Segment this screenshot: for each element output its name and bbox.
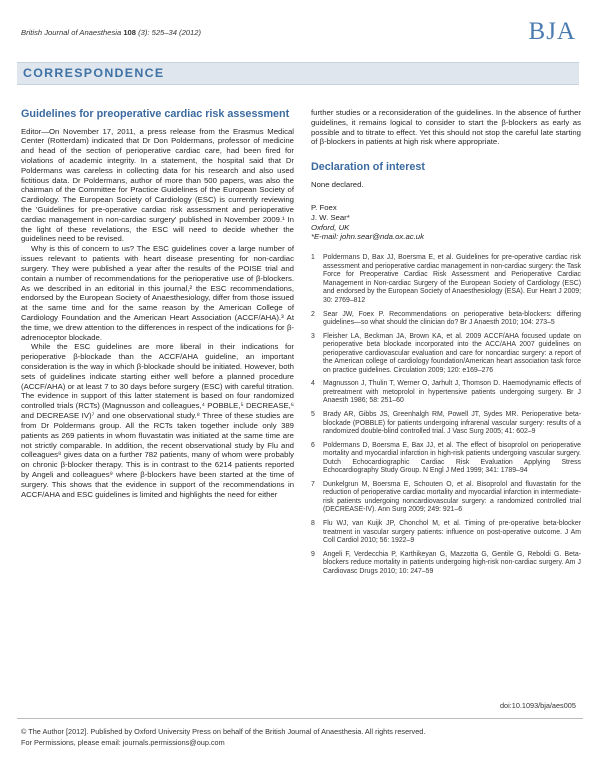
reference-text: Dunkelgrun M, Boersma E, Schouten O, et al. Bisoprolol and fluvastatin for the reduction of perioperative cardiac mortality and myocardial infarction in intermediate-risk patients undergoing noncardiovascular surgery: a randomized controlled trial (DECREASE-IV). Ann Surg 2009; 249: 921–6 xyxy=(323,480,581,514)
declaration-text: None declared. xyxy=(311,180,364,190)
right-column xyxy=(311,108,581,581)
bja-logo: BJA xyxy=(528,18,576,45)
reference-number: 1 xyxy=(311,254,315,262)
footer-divider xyxy=(17,718,583,719)
body-paragraph: further studies or a reconsideration of the guidelines. In the absence of further guidelines, it remains logical to consider to start the β-blockers as early as possible and to titrate to effect. Yet this should not stop the careful late starting of β-blockers in patients at high risk where appropriate. xyxy=(311,108,581,147)
reference-number: 3 xyxy=(311,332,315,340)
reference-item xyxy=(311,442,581,476)
article-title: Guidelines for preoperative cardiac risk assessment xyxy=(21,108,290,120)
author-block xyxy=(311,203,581,242)
copyright-text: © The Author [2012]. Published by Oxford University Press on behalf of the British Journal of Anaesthesia. All rights reserved. xyxy=(21,727,426,736)
permissions-text: For Permissions, please email: journals.permissions@oup.com xyxy=(21,737,225,747)
reference-item xyxy=(311,520,581,546)
reference-item xyxy=(311,254,581,305)
reference-text: Flu WJ, van Kuijk JP, Chonchol M, et al. Timing of pre-operative beta-blocker treatment in vascular surgery patients: influence on post-operative outcome. J Am Coll Cardiol 2010; 56: 1922–9 xyxy=(323,520,581,545)
declaration-heading: Declaration of interest xyxy=(311,161,425,174)
reference-text: Magnusson J, Thulin T, Werner O, Jarhult J, Thomson D. Haemodynamic effects of pretreatment with metoprolol in hypertensive patients undergoing surgery. Br J Anaesth 1986; 58: 251–60 xyxy=(323,380,581,405)
reference-text: Poldermans D, Boersma E, Bax JJ, et al. The effect of bisoprolol on perioperative mortality and myocardial infarction in high-risk patients undergoing vascular surgery. Dutch Echocardiographic Cardiac Risk Evaluation Applying Stress Echocardiography Study Group. N Engl J Med 1999; 341: 1789–94 xyxy=(323,441,581,475)
reference-item xyxy=(311,380,581,406)
body-paragraph: While the ESC guidelines are more liberal in their indications for perioperative β-blockade than the ACCF/AHA guideline, an important consideration is the way in which β-blockade should be initiated. However, both sets of guidelines indicate starting either well before a planned procedure (ACCF/AHA) or at least 7 to 30 days before surgery (ESC) with careful titration. The evidence in support of this latter statement is based on four randomized controlled trials (RCTs) (Magnusson and colleagues,⁴ POBBLE,⁵ DECREASE,⁶ and DECREASE IV)⁷ and one observational study.⁸ Three of these studies are from Dr Poldermans group. All the RCTs taken together include only 389 patients as 269 patients in whom fluvastatin was initiated at the same time are not strictly comparable. In addition, the recent observational study by Flu and colleagues⁸ gives data on a further 782 patients, many of whom were probably on chronic β-blocker therapy. This is in contrast to the 6214 patients reported by Angeli and colleagues⁹ where β-blockers have been started at the time of surgery. This shows that the evidence in support of the recommendations in ACCF/AHA and ESC guidelines is limited and highlights the need for either xyxy=(21,342,294,499)
journal-issue-pages: (3): 525–34 (2012) xyxy=(138,28,202,37)
reference-item xyxy=(311,551,581,577)
author-email[interactable]: *E-mail: john.sear@nda.ox.ac.uk xyxy=(311,232,424,242)
reference-text: Fleisher LA, Beckman JA, Brown KA, et al. 2009 ACCF/AHA focused update on perioperative beta blockade incorporated into the ACC/AHA 2007 guidelines on perioperative cardiovascular evaluation and care for noncardiac surgery: a report of the American college of cardiology foundation/American heart association task force on practice guidelines. Circulation 2009; 120: e169–276 xyxy=(323,332,581,374)
section-label: CORRESPONDENCE xyxy=(23,66,165,80)
footer xyxy=(21,727,425,748)
author-location: Oxford, UK xyxy=(311,222,350,232)
doi[interactable]: doi:10.1093/bja/aes005 xyxy=(500,701,576,710)
reference-number: 6 xyxy=(311,441,315,449)
reference-number: 2 xyxy=(311,310,315,318)
left-column xyxy=(21,108,294,499)
reference-text: Poldermans D, Bax JJ, Boersma E, et al. Guidelines for pre-operative cardiac risk assessment and perioperative cardiac management in non-cardiac surgery: the Task Force for Preoperative Cardiac Risk Assessment and Perioperative Cardiac Management in Non-cardiac Surgery of the European Society of Cardiology (ESC) and endorsed by the European Society of Anaesthesiology (ESA). Eur Heart J 2009; 30: 2769–812 xyxy=(323,254,581,304)
reference-item xyxy=(311,311,581,328)
reference-text: Brady AR, Gibbs JS, Greenhalgh RM, Powell JT, Sydes MR. Perioperative beta-blockade (POBBLE) for patients undergoing infrarenal vascular surgery: results of a randomized double-blind controlled trial. J Vasc Surg 2005; 41: 602–9 xyxy=(323,410,581,436)
reference-number: 5 xyxy=(311,410,315,418)
reference-number: 4 xyxy=(311,380,315,388)
reference-text: Angeli F, Verdecchia P, Karthikeyan G, Mazzotta G, Gentile G, Reboldi G. Beta-blockers reduce mortality in patients undergoing high-risk non-cardiac surgery. Am J Cardiovasc Drugs 2010; 10: 247–59 xyxy=(323,550,581,575)
reference-item xyxy=(311,333,581,376)
author-name: J. W. Sear* xyxy=(311,212,350,222)
journal-name: British Journal of Anaesthesia xyxy=(21,28,122,37)
section-band xyxy=(17,62,579,85)
reference-item xyxy=(311,481,581,515)
journal-volume: 108 xyxy=(123,28,136,37)
author-name: P. Foex xyxy=(311,203,337,213)
reference-number: 7 xyxy=(311,480,315,488)
journal-citation xyxy=(21,28,201,37)
reference-number: 8 xyxy=(311,520,315,527)
reference-number: 9 xyxy=(311,550,315,558)
reference-list xyxy=(311,254,581,576)
body-paragraph: Why is this of concern to us? The ESC guidelines cover a large number of issues relevant to patients with heart disease presenting for non-cardiac surgery. They were published a year after the results of the POISE trial and contain a number of recommendations for the perioperative use of β-blockers. As we described in an editorial in this journal,² the ESC recommendations, endorsed by the European Society of Anaesthesiology, differ from those issued at the same time and for the same reason by the American College of Cardiology Foundation and the American Heart Association (ACCF/AHA).³ At the time, we drew attention to the differences in respect of the indications for β-adrenoceptor blockade. xyxy=(21,244,294,342)
body-paragraph: Editor—On November 17, 2011, a press release from the Erasmus Medical Center (Rotterdam) indicated that Dr Don Poldermans, professor of medicine and head of the section of perioperative cardiac care, had been fired for violations of academic integrity. In a statement, the hospital said that Dr Poldermans was careless in collecting data for his research and also used fictitious data. Dr Poldermans, author of more than 500 papers, was also the chairman of the Committee for Practice Guidelines of the European Society of Cardiology. The European Society of Cardiology (ESC) is currently reviewing the 'Guidelines for pre-operative cardiac risk assessment and perioperative cardiac management in non-cardiac surgery' published in November 2009.¹ In the light of these revelations, the ESC will need to decide whether the guidelines need to be revised. xyxy=(21,126,294,244)
reference-text: Sear JW, Foex P. Recommendations on perioperative beta-blockers: differing guidelines—so what should the clinician do? Br J Anaesth 2010; 104: 273–5 xyxy=(323,310,581,327)
reference-item xyxy=(311,411,581,437)
